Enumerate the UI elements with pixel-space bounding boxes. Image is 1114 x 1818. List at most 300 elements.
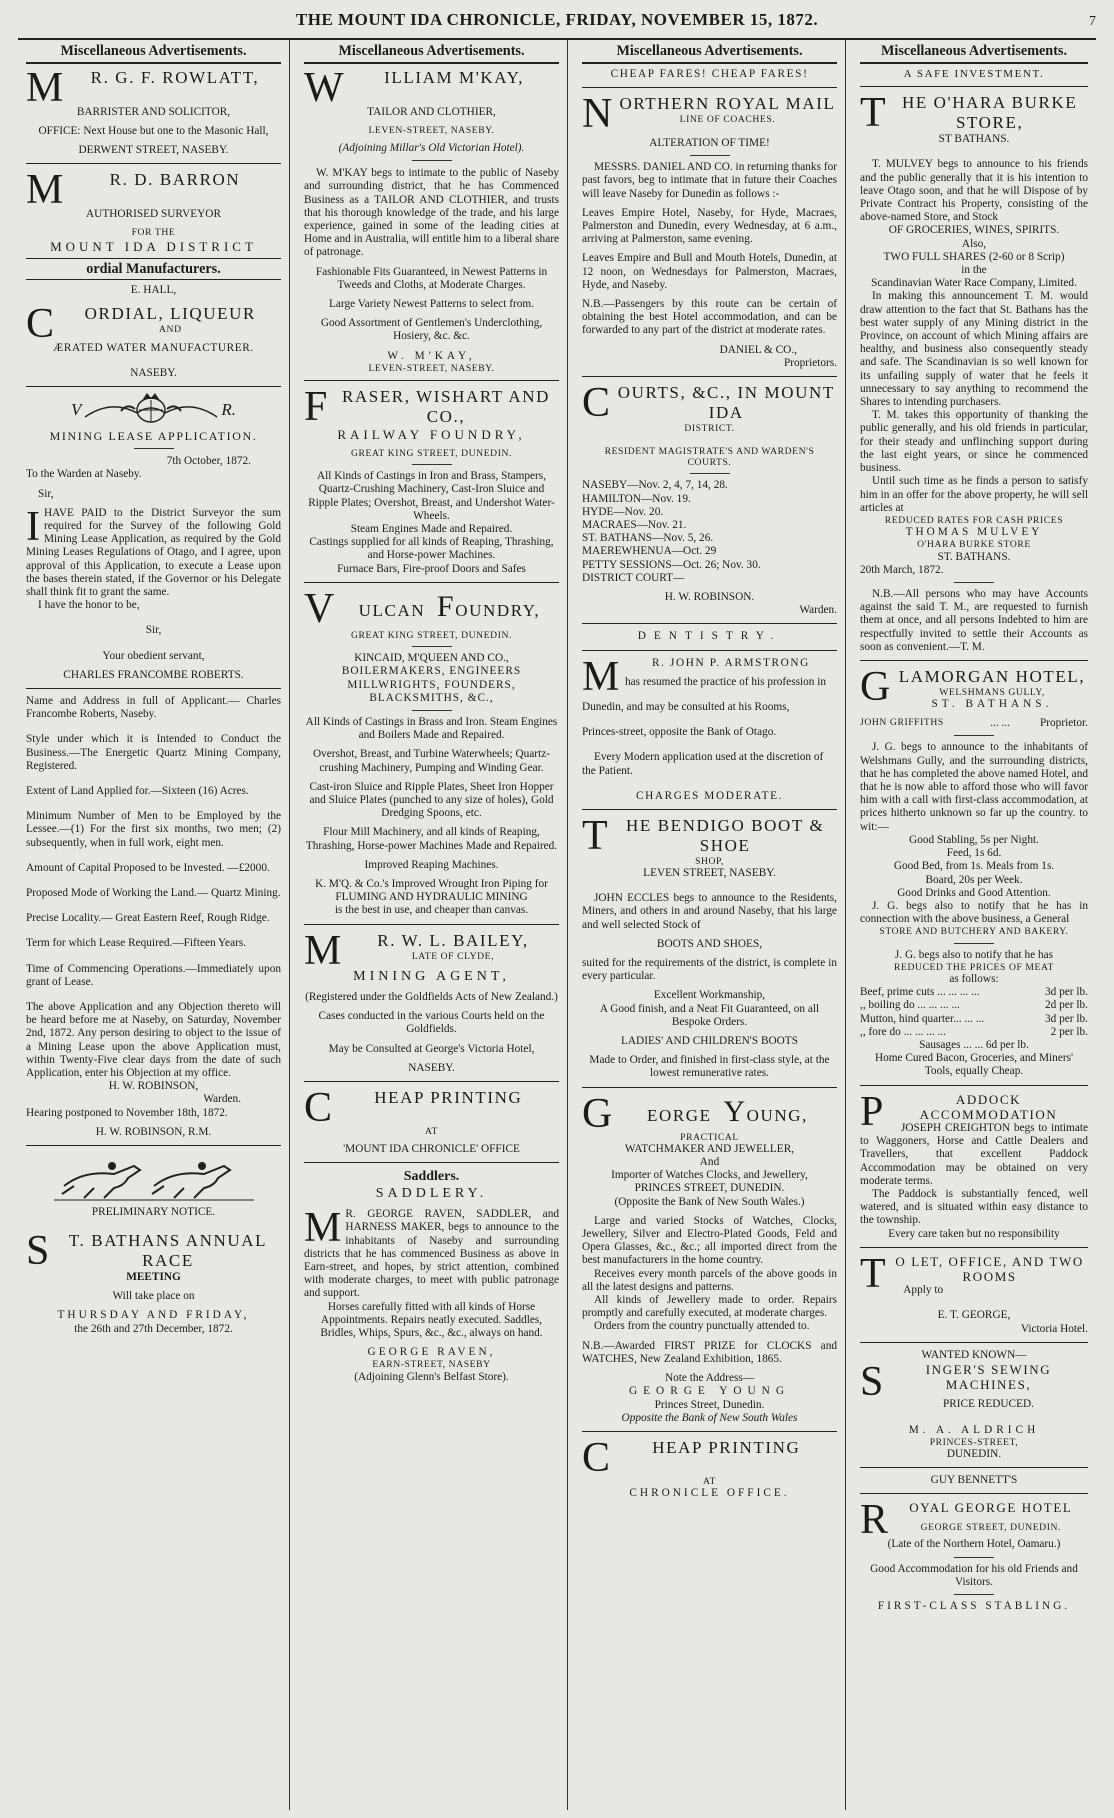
lease-p6: Proposed Mode of Working the Land.— Quartz Mining.: [26, 886, 281, 899]
price-row: [860, 1026, 1088, 1039]
price-value: 3d per lb.: [1045, 1012, 1088, 1025]
dentistry-name: R. JOHN P. ARMSTRONG: [652, 656, 810, 669]
ad-printing-2: [582, 1434, 837, 1500]
royal-crest-icon: [81, 393, 221, 427]
glamorgan-stab: Good Stabling, 5s per Night.: [909, 833, 1039, 846]
column-heading: Miscellaneous Advertisements.: [26, 40, 281, 64]
mkay-fits: Fashionable Fits Guaranteed, in Newest Patterns in Tweeds and Cloths, at Moderate Charges.: [315, 265, 548, 291]
courts-list-item: PETTY SESSIONS—Oct. 26; Nov. 30.: [582, 558, 761, 571]
mkay-sign: W. M'KAY,: [387, 349, 476, 362]
divider: [860, 1493, 1088, 1494]
bendigo-body: JOHN ECCLES begs to announce to the Residents, Miners, and others in and around Naseby, that his large and well selected Stock of: [582, 892, 837, 931]
lease-honor: I have the honor to be,: [38, 599, 140, 612]
short-rule: [690, 473, 730, 474]
safe-investment: A SAFE INVESTMENT.: [903, 67, 1045, 80]
mkay-name: ILLIAM M'KAY,: [384, 67, 525, 87]
dropcap: P: [860, 1088, 885, 1135]
divider: [582, 376, 837, 377]
ohara-groceries: OF GROCERIES, WINES, SPIRITS.: [888, 224, 1060, 237]
saddlery-title: SADDLERY.: [375, 1185, 488, 1201]
ohara-p3: T. M. takes this opportunity of thanking the public generally, and his old friends in particular, for their steady and unflinching support during the last eight years, or since he commenced business.: [860, 409, 1088, 475]
glamorgan-feed: Feed, 1s 6d.: [946, 847, 1002, 860]
vulcan-w1: ULCAN: [358, 600, 426, 620]
hall-line1: ORDIAL, LIQUEUR: [84, 303, 256, 323]
royal-accom: Good Accommodation for his old Friends and Visitors.: [870, 1562, 1078, 1588]
vulcan-firm: KINCAID, M'QUEEN AND CO.,: [354, 652, 509, 665]
royal-crest: [26, 393, 281, 427]
racehorses-illustration: [26, 1156, 281, 1202]
divider: [860, 660, 1088, 661]
short-rule: [690, 155, 730, 156]
divider: [582, 650, 837, 651]
dropcap: F: [436, 589, 456, 623]
short-rule: [412, 710, 452, 711]
coaches-sign: DANIEL & CO.,: [719, 343, 797, 356]
vulcan-l4: Flour Mill Machinery, and all kinds of Reaping, Thrashing, Horse-power Machines Made and Repaired.: [305, 826, 558, 852]
ad-coaches: [582, 68, 837, 370]
courts-list-item: MACRAES—Nov. 21.: [582, 518, 687, 531]
ad-mining-lease: [26, 393, 281, 1139]
bendigo-fit: A Good finish, and a Neat Fit Guaranteed, on all Bespoke Orders.: [599, 1002, 820, 1028]
glamorgan-prop-name: JOHN GRIFFITHS: [860, 717, 944, 729]
coaches-top: CHEAP FARES! CHEAP FARES!: [610, 67, 809, 80]
vulcan-l5: Improved Reaping Machines.: [364, 858, 499, 871]
singer-title: INGER'S SEWING MACHINES,: [925, 1362, 1052, 1393]
ad-ohara: [860, 90, 1088, 654]
short-rule: [954, 943, 994, 944]
young-importer: Importer of Watches Clocks, and Jewellery,: [611, 1169, 808, 1182]
short-rule: [412, 160, 452, 161]
divider: [304, 1081, 559, 1082]
young-and: And: [699, 1156, 720, 1169]
coaches-leave1: Leaves Empire Hotel, Naseby, for Hyde, Macraes, Palmerston and Dunedin, every Wednesday, at 6 a.m., arriving at Palmerston, same evening.: [582, 206, 837, 246]
lease-sign2b: Warden.: [203, 1093, 241, 1106]
price-row: [860, 986, 1088, 999]
divider: [304, 582, 559, 583]
printing-office: CHRONICLE OFFICE.: [629, 1487, 790, 1500]
lease-p3: Extent of Land Applied for.—Sixteen (16) Acres.: [26, 784, 249, 797]
vulcan-l1: All Kinds of Castings in Brass and Iron. Steam Engines and Boilers Made and Repaired.: [305, 716, 558, 742]
dentistry-p3: Princes-street, opposite the Bank of Otago.: [582, 726, 777, 739]
lease-servant: Your obedient servant,: [102, 649, 205, 662]
race-title: T. BATHANS ANNUAL RACE: [68, 1231, 268, 1271]
dentistry-p1: has resumed the practice of his profession in: [624, 675, 827, 688]
divider: [304, 924, 559, 925]
dropcap: C: [582, 1434, 612, 1481]
young-w1: EORGE: [646, 1105, 712, 1125]
price-item: ,, boiling do ... ... ... ...: [860, 999, 960, 1012]
ohara-shares: TWO FULL SHARES (2-60 or 8 Scrip): [883, 250, 1065, 263]
fraser-name: RASER, WISHART AND CO.,: [341, 387, 550, 426]
dropcap: G: [860, 663, 892, 710]
divider: [26, 1145, 281, 1146]
column-heading: Miscellaneous Advertisements.: [582, 40, 837, 64]
saddlery-adj: (Adjoining Glenn's Belfast Store).: [354, 1370, 509, 1383]
divider: [26, 688, 281, 689]
dropcap: T: [582, 813, 610, 860]
column-2: [296, 40, 568, 1810]
young-sign: GEORGE YOUNG: [628, 1385, 790, 1398]
price-value: 3d per lb.: [1045, 986, 1088, 999]
ad-royal-george: [860, 1474, 1088, 1613]
lease-sign2: H. W. ROBINSON,: [108, 1080, 199, 1093]
bailey-consult: May be Consulted at George's Victoria Hotel,: [328, 1042, 535, 1055]
young-w2: OUNG,: [746, 1105, 808, 1125]
singer-street: PRINCES-STREET,: [929, 1436, 1019, 1448]
vulcan-l6: K. M'Q. & Co.'s Improved Wrought Iron Piping for: [315, 878, 548, 891]
divider: [860, 1467, 1088, 1468]
young-repairs: All kinds of Jewellery made to order. Repairs promptly and carefully executed, at moderate charges.: [582, 1294, 837, 1320]
dropcap: M: [304, 1205, 342, 1252]
divider: [304, 1162, 559, 1163]
young-stock: Large and varied Stocks of Watches, Clocks, Jewellery, Silver and Electro-Plated Goods, Feld and Opera Glasses, &c., &c.; all imported direct from the best manufacturers in the home country.: [582, 1214, 837, 1267]
dropcap: I: [26, 503, 40, 550]
lease-p10: The above Application and any Objection thereto will be heard before me at Naseby, on Saturday, November 2nd, 1872. Any person desiring to object to the issue of a Mining Lease upon the above Application must, within Twenty-Five clear days from the date of such Application, enter his Objection at my office.: [26, 1000, 281, 1079]
young-opposite: (Opposite the Bank of New South Wales.): [614, 1195, 805, 1208]
lease-p8: Term for which Lease Required.—Fifteen Years.: [26, 937, 247, 950]
short-rule: [954, 735, 994, 736]
tolet-apply: Apply to: [903, 1284, 944, 1297]
courts-sign2: Warden.: [799, 604, 837, 617]
paddock-care: Every care taken but no responsibility: [888, 1227, 1060, 1240]
glamorgan-place: ST. BATHANS.: [931, 698, 1053, 711]
rowlatt-title: BARRISTER AND SOLICITOR,: [76, 105, 231, 118]
ohara-also: Also,: [961, 237, 987, 250]
royal-late: (Late of the Northern Hotel, Oamaru.): [887, 1538, 1061, 1551]
divider: [860, 1247, 1088, 1248]
coaches-leave2: Leaves Empire and Bull and Mouth Hotels, Dunedin, at 12 noon, on Wednesdays for Palmerston, Macraes, Hyde, and Naseby.: [582, 252, 837, 291]
lease-p1: Name and Address in full of Applicant.— Charles Francombe Roberts, Naseby.: [26, 694, 281, 721]
ad-bendigo: [582, 813, 837, 1081]
ohara-nb: N.B.—All persons who may have Accounts against the said T. M., are requested to furnish them at once, and all persons Indebted to him are respectfully invited to settle their Accounts as soon as convenient.—T. M.: [860, 587, 1088, 653]
bailey-reg: (Registered under the Goldfields Acts of New Zealand.): [305, 991, 558, 1004]
courts-sub: DISTRICT.: [684, 422, 735, 434]
divider: [582, 623, 837, 624]
ohara-inthe: in the: [961, 264, 987, 277]
column-4: [852, 40, 1096, 1810]
dropcap: N: [582, 90, 614, 137]
glamorgan-prop: Proprietor.: [1039, 717, 1088, 730]
bendigo-boots: BOOTS AND SHOES,: [656, 937, 763, 950]
saddlery-horses: Horses carefully fitted with all kinds of Horse Appointments. Repairs neatly executed. Saddles, Bridles, Whips, Spurs, &c., &c., always on hand.: [320, 1300, 543, 1340]
ad-barron: [26, 167, 281, 254]
divider: [582, 809, 837, 810]
dropcap: M: [26, 64, 65, 111]
bailey-agent: MINING AGENT,: [353, 968, 510, 984]
barron-for: FOR THE: [131, 227, 176, 239]
page-number: 7: [1089, 14, 1096, 29]
young-street: PRINCES STREET, DUNEDIN.: [634, 1182, 785, 1195]
fraser-l4: Castings supplied for all kinds of Reaping, Thrashing, and Horse-power Machines.: [309, 536, 554, 562]
singer-price: PRICE REDUCED.: [942, 1398, 1034, 1411]
lease-p2: Style under which it is Intended to Conduct the Business.—The Energetic Quartz Mining Company, Registered.: [26, 733, 281, 772]
dropcap: C: [582, 379, 612, 426]
lease-date: 7th October, 1872.: [166, 455, 251, 468]
rowlatt-office: OFFICE: Next House but one to the Masonic Hall,: [38, 124, 269, 137]
bailey-place: NASEBY.: [408, 1061, 455, 1074]
race-dates: the 26th and 27th December, 1872.: [74, 1322, 233, 1335]
race-place: Will take place on: [112, 1290, 195, 1303]
tolet-title: O LET, OFFICE, AND TWO ROOMS: [895, 1253, 1084, 1285]
short-rule: [954, 582, 994, 583]
lease-p7: Precise Locality.— Great Eastern Reef, Rough Ridge.: [26, 912, 270, 925]
short-rule: [134, 448, 174, 449]
young-sign-street: Princes Street, Dunedin.: [654, 1398, 765, 1411]
ohara-reduced: REDUCED RATES FOR CASH PRICES: [884, 514, 1064, 526]
paddock-title: ADDOCK ACCOMMODATION: [919, 1091, 1058, 1122]
dentistry-p4: Every Modern application used at the discretion of the Patient.: [582, 751, 824, 777]
race-days: THURSDAY AND FRIDAY,: [57, 1309, 250, 1322]
fraser-l3: Steam Engines Made and Repaired.: [350, 523, 513, 536]
glamorgan-board: Board, 20s per Week.: [925, 873, 1023, 886]
short-rule: [954, 1557, 994, 1558]
dropcap: Y: [723, 1094, 747, 1128]
ad-printing: [304, 1085, 559, 1156]
ad-mkay: [304, 64, 559, 374]
young-orders: Orders from the country punctually attended to.: [594, 1320, 810, 1333]
dropcap: T: [860, 1250, 888, 1297]
barron-name: R. D. BARRON: [109, 170, 241, 190]
dropcap: M: [582, 653, 621, 700]
lease-title: MINING LEASE APPLICATION.: [49, 429, 258, 444]
glamorgan-sausages: Sausages ... ... 6d per lb.: [919, 1038, 1029, 1051]
ohara-p4: Until such time as he finds a person to satisfy him in an offer for the above property, he will sell articles at: [860, 475, 1088, 514]
royal-top: GUY BENNETT'S: [930, 1474, 1018, 1487]
glamorgan-beds: Good Bed, from 1s. Meals from 1s.: [893, 860, 1055, 873]
masthead-title: THE MOUNT IDA CHRONICLE, FRIDAY, NOVEMBER 15, 1872.: [295, 10, 819, 29]
column-heading: Miscellaneous Advertisements.: [304, 40, 559, 64]
bendigo-work: Excellent Workmanship,: [653, 989, 766, 1002]
bendigo-title: HE BENDIGO BOOT & SHOE: [625, 816, 825, 855]
fraser-street: GREAT KING STREET, DUNEDIN.: [350, 448, 513, 460]
rowlatt-street: DERWENT STREET, NASEBY.: [78, 144, 229, 157]
divider: [860, 1085, 1088, 1086]
dropcap: S: [26, 1228, 51, 1275]
dropcap: C: [304, 1085, 334, 1132]
ohara-water: Scandinavian Water Race Company, Limited.: [871, 277, 1077, 290]
singer-city: DUNEDIN.: [946, 1448, 1002, 1461]
ohara-sign: THOMAS MULVEY: [905, 526, 1043, 539]
royal-street: GEORGE STREET, DUNEDIN.: [920, 1521, 1062, 1533]
dropcap: W: [304, 64, 346, 111]
saddlery-sign: GEORGE RAVEN,: [367, 1346, 496, 1359]
hall-place: NASEBY.: [130, 366, 177, 379]
column-1: [18, 40, 290, 1810]
courts-list-item: HYDE—Nov. 20.: [582, 505, 664, 518]
mkay-variety: Large Variety Newest Patterns to select from.: [328, 298, 535, 311]
ad-paddock: [860, 1088, 1088, 1241]
courts-list-item: DISTRICT COURT—: [582, 571, 685, 584]
fraser-l5: Furnace Bars, Fire-proof Doors and Safes: [337, 562, 526, 575]
dropcap: F: [304, 384, 329, 431]
ad-courts: [582, 379, 837, 617]
divider: [582, 87, 837, 88]
bendigo-ladies: LADIES' AND CHILDREN'S BOOTS: [621, 1035, 798, 1048]
ad-singer: [860, 1349, 1088, 1461]
bendigo-suited: suited for the requirements of the district, is complete in every particular.: [582, 957, 837, 983]
price-item: Mutton, hind quarter... ... ...: [860, 1012, 985, 1025]
ad-saddlery: [304, 1169, 559, 1383]
vulcan-street: GREAT KING STREET, DUNEDIN.: [350, 629, 513, 641]
saddlery-body: R. GEORGE RAVEN, SADDLER, and HARNESS MAKER, begs to announce to the inhabitants of Naseby and surrounding districts that he has commenced Business as above in Earn-street, and hopes, by strict attention, combined with moderate charges, to meet with public patronage and support.: [304, 1208, 559, 1300]
glamorgan-notify: J. G. begs also to notify that he has in connection with the above business, a General: [860, 899, 1088, 926]
young-sign-opposite: Opposite the Bank of New South Wales: [621, 1411, 798, 1424]
hall-line2: ÆRATED WATER MANUFACTURER.: [53, 341, 254, 354]
ohara-place: ST BATHANS.: [938, 133, 1010, 146]
ad-race: [26, 1156, 281, 1336]
courts-list-item: HAMILTON—Nov. 19.: [582, 492, 691, 505]
dentistry-title: DENTISTRY.: [637, 630, 782, 643]
courts-head: RESIDENT MAGISTRATE'S AND WARDEN'S COURTS.: [604, 445, 815, 469]
crest-left-letter: V: [70, 400, 82, 420]
dropcap: G: [582, 1090, 614, 1137]
bendigo-made: Made to Order, and finished in first-class style, at the lowest remunerative rates.: [589, 1054, 830, 1080]
printing-title: HEAP PRINTING: [652, 1437, 801, 1457]
cordial-heading: ordial Manufacturers.: [26, 258, 281, 281]
tolet-hotel: Victoria Hotel.: [1020, 1322, 1088, 1335]
courts-list-item: NASEBY—Nov. 2, 4, 7, 14, 28.: [582, 479, 728, 492]
coaches-body: MESSRS. DANIEL AND CO. in returning thanks for past favors, beg to intimate that in future their Coaches will leave Naseby for Dunedin as follows :-: [582, 161, 837, 200]
vulcan-l8: is the best in use, and cheaper than canvas.: [334, 904, 529, 917]
dentistry-p2: Dunedin, and may be consulted at his Rooms,: [582, 701, 790, 713]
price-item: ,, fore do ... ... ... ...: [860, 1025, 946, 1038]
glamorgan-store: STORE AND BUTCHERY AND BAKERY.: [879, 926, 1069, 938]
glamorgan-proprietor-row: [860, 717, 1088, 730]
lease-sir: Sir,: [38, 487, 54, 500]
fraser-foundry: RAILWAY FOUNDRY,: [337, 426, 526, 442]
printing-at: AT: [425, 1126, 438, 1138]
bendigo-street: LEVEN STREET, NASEBY.: [643, 866, 776, 879]
courts-title: OURTS, &C., IN MOUNT IDA: [617, 382, 835, 422]
short-rule: [954, 1594, 994, 1595]
column-heading: Miscellaneous Advertisements.: [860, 40, 1088, 64]
mkay-sign-street: LEVEN-STREET, NASEBY.: [368, 362, 495, 374]
ad-dentistry: [582, 630, 837, 803]
dropcap: S: [860, 1359, 885, 1406]
bailey-late: LATE OF CLYDE,: [411, 950, 495, 962]
column-3: [574, 40, 846, 1810]
ad-fraser: [304, 384, 559, 576]
race-meeting: MEETING: [126, 1270, 181, 1283]
coaches-sign2: Proprietors.: [783, 356, 837, 369]
ohara-p2: In making this announcement T. M. would draw attention to the fact that St. Bathans has the best water supply of any Mining district in the Province, on account of which Mining affairs are healthy, and business also consequently steady and safe. The Scandinavian is so well known for its unfailing supply of water that he feels it unnecessary to say anything to recommend the Shares to intending purchasers.: [860, 290, 1088, 409]
lease-p9: Time of Commencing Operations.—Immediately upon grant of Lease.: [26, 962, 281, 988]
price-value: 2d per lb.: [1045, 999, 1088, 1012]
paddock-body: JOSEPH CREIGHTON begs to intimate to Waggoners, Horse and Cattle Dealers and Travellers, that excellent Paddock Accommodation may be obtained on very moderate terms.: [860, 1121, 1088, 1187]
young-note: Note the Address—: [664, 1372, 755, 1385]
singer-wanted: WANTED KNOWN—: [921, 1348, 1027, 1361]
tolet-sign: E. T. GEORGE,: [937, 1309, 1011, 1322]
lease-to: To the Warden at Naseby.: [26, 468, 142, 481]
coaches-nb: N.B.—Passengers by this route can be certain of obtaining the best Hotel accommodation, and can be forwarded to any part of the district at moderate rates.: [582, 297, 837, 337]
divider: [26, 386, 281, 387]
price-value: 2 per lb.: [1050, 1025, 1088, 1038]
lease-sir2: Sir,: [145, 624, 162, 637]
mkay-body: W. M'KAY begs to intimate to the public of Naseby and surrounding district, that he has Commenced Business as a TAILOR AND CLOTHIER, and trusts that his thorough knowledge of the trade, and his large experience, gained in some of the leading cities at Home and in Australia, will entitle him to a liberal share of patronage.: [304, 167, 559, 259]
columns: [18, 40, 1096, 1810]
fraser-l2: Quartz-Crushing Machinery, Cast-Iron Sluice and Ripple Plates; Overshot, Breast, and Undershot Water-Wheels.: [308, 483, 555, 522]
masthead: [18, 10, 1096, 40]
bailey-cases: Cases conducted in the various Courts held on the Goldfields.: [318, 1010, 545, 1036]
short-rule: [412, 464, 452, 465]
printing-at: AT: [703, 1475, 716, 1487]
glamorgan-notify2: J. G. begs also to notify that he has: [894, 948, 1054, 961]
young-nb: N.B.—Awarded FIRST PRIZE for CLOCKS and WATCHES, New Zealand Exhibition, 1865.: [582, 1339, 837, 1365]
ad-rowlatt: [26, 64, 281, 158]
saddlers-heading: Saddlers.: [403, 1169, 460, 1185]
young-receives: Receives every month parcels of the above goods in all the latest designs and patterns.: [582, 1267, 837, 1293]
divider: [304, 380, 559, 381]
glamorgan-prop-dots: ... ...: [990, 717, 1010, 730]
race-notice: PRELIMINARY NOTICE.: [91, 1206, 216, 1219]
coaches-sub: LINE OF COACHES.: [679, 113, 776, 125]
ohara-place2: ST. BATHANS.: [937, 550, 1011, 563]
lease-p5: Amount of Capital Proposed to be Invested. —£2000.: [26, 861, 270, 874]
mkay-assort: Good Assortment of Gentlemen's Underclothing, Hosiery, &c. &c.: [320, 317, 543, 343]
bendigo-shop: SHOP,: [695, 855, 724, 867]
royal-stabling: FIRST-CLASS STABLING.: [877, 1600, 1071, 1613]
glamorgan-bacon: Home Cured Bacon, Groceries, and Miners' Tools, equally Cheap.: [874, 1052, 1074, 1078]
divider: [860, 1342, 1088, 1343]
barron-title: AUTHORISED SURVEYOR: [86, 208, 221, 221]
dropcap: R: [860, 1497, 890, 1544]
ad-vulcan: [304, 585, 559, 918]
courts-list-item: ST. BATHANS—Nov. 5, 26.: [582, 532, 714, 545]
bailey-name: R. W. L. BAILEY,: [377, 930, 529, 950]
price-row: [860, 999, 1088, 1012]
rowlatt-name: R. G. F. ROWLATT,: [90, 67, 260, 87]
ohara-store: O'HARA BURKE STORE: [917, 539, 1031, 551]
glamorgan-body: J. G. begs to announce to the inhabitants of Welshmans Gully, and the surrounding districts, that he has completed the above named Hotel, and that he is now able to afford those who will favor him with a call with first-class accommodation, at prices hitherto unknown so far up the country. to wit:—: [860, 741, 1088, 833]
ad-hall: [26, 284, 281, 380]
glamorgan-sub: WELSHMANS GULLY,: [939, 686, 1045, 698]
fraser-l1: All Kinds of Castings in Iron and Brass, Stampers,: [316, 470, 547, 483]
ad-tolet: [860, 1250, 1088, 1336]
crest-right-letter: R.: [221, 400, 237, 420]
glamorgan-reduced: REDUCED THE PRICES OF MEAT: [894, 961, 1054, 973]
lease-sign3: H. W. ROBINSON, R.M.: [95, 1125, 212, 1138]
divider: [582, 1431, 837, 1432]
dropcap: V: [304, 585, 336, 632]
glamorgan-title: LAMORGAN HOTEL,: [898, 666, 1086, 686]
singer-agent: M. A. ALDRICH: [908, 1423, 1040, 1436]
ad-young: [582, 1090, 837, 1425]
price-row: [860, 1013, 1088, 1026]
vulcan-l7: FLUMING AND HYDRAULIC MINING: [335, 891, 528, 904]
vulcan-w2: OUNDRY,: [455, 600, 541, 620]
dropcap: T: [860, 90, 888, 137]
hall-and: AND: [159, 323, 182, 335]
divider: [582, 1087, 837, 1088]
paddock-fenced: The Paddock is substantially fenced, well watered, and is situated within easy distance to the township.: [860, 1188, 1088, 1227]
short-rule: [412, 646, 452, 647]
dentistry-charges: CHARGES MODERATE.: [635, 789, 784, 802]
lease-postponed: Hearing postponed to November 18th, 1872.: [26, 1106, 228, 1119]
young-practical: PRACTICAL: [680, 1131, 739, 1143]
ohara-body: T. MULVEY begs to announce to his friends and the public generally that it is his intention to leave Otago soon, and that he will Dispose of by Private Contract his Property, consisting of the above-named Store, and Stock: [860, 158, 1088, 224]
ohara-date: 20th March, 1872.: [860, 563, 944, 576]
ohara-title: HE O'HARA BURKE STORE,: [901, 93, 1078, 133]
glamorgan-drinks: Good Drinks and Good Attention.: [897, 886, 1051, 899]
price-item: Beef, prime cuts ... ... ... ...: [860, 986, 980, 999]
young-trade: WATCHMAKER AND JEWELLER,: [624, 1142, 795, 1155]
mkay-title: TAILOR AND CLOTHIER,: [367, 105, 496, 118]
lease-sign: CHARLES FRANCOMBE ROBERTS.: [63, 668, 244, 681]
ad-glamorgan: [860, 663, 1088, 1079]
vulcan-l3: Cast-iron Sluice and Ripple Plates, Sheet Iron Hopper and Sluice Plates (punched to any size of holes), Gold Dredging Spoons, etc.: [309, 780, 554, 820]
coaches-alt: ALTERATION OF TIME!: [649, 136, 770, 149]
saddlery-street: EARN-STREET, NASEBY: [372, 1359, 491, 1371]
